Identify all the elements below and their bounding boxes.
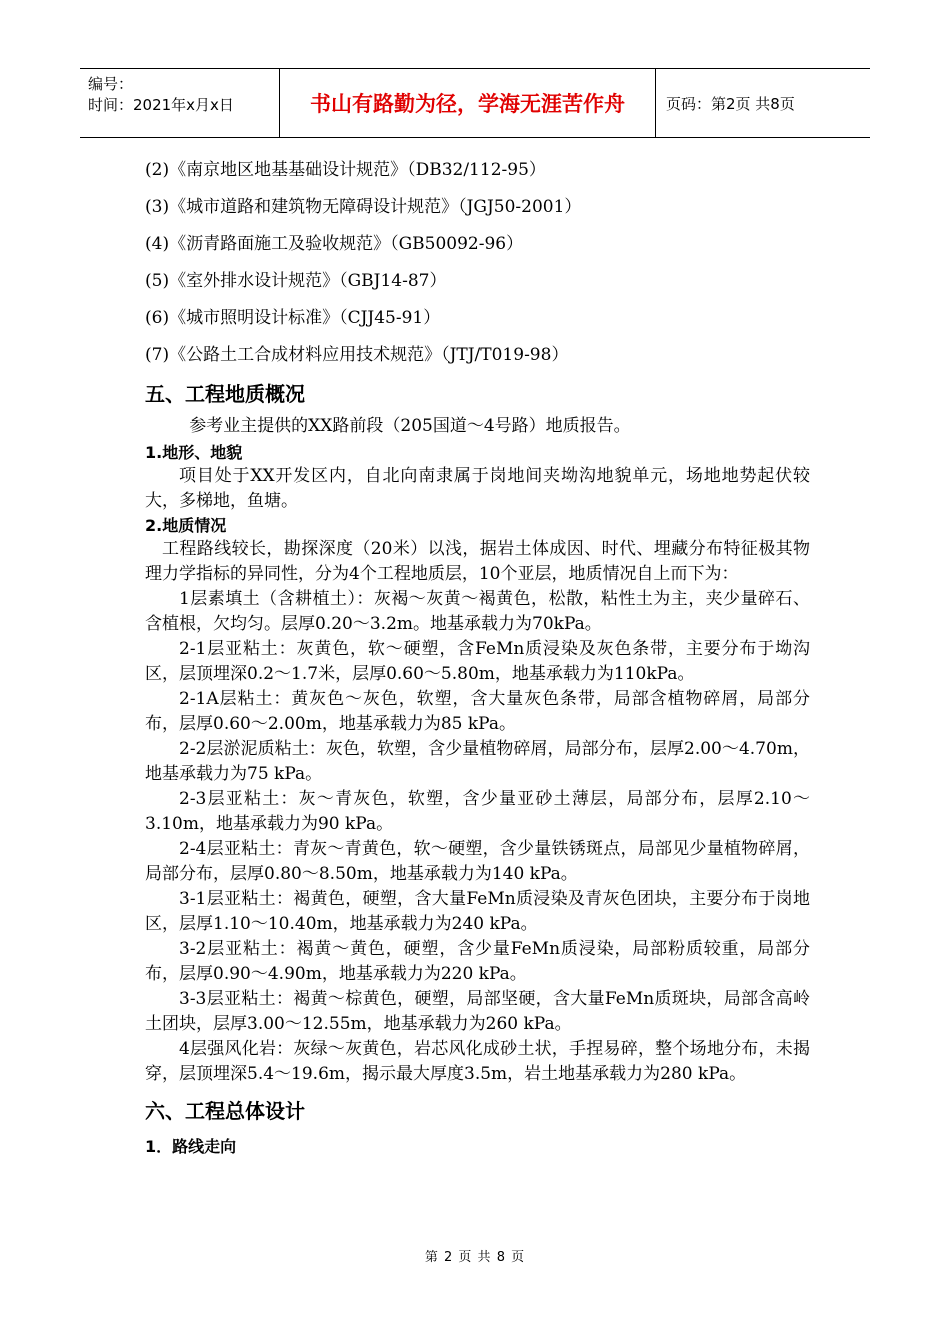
header-page-info: 页码：第2页 共8页 [666, 95, 795, 113]
geology-layer: 2-4层亚粘土：青灰～青黄色，软～硬塑，含少量铁锈斑点，局部见少量植物碎屑，局部分布，层厚0.80～8.50m，地基承载力为140 kPa。 [145, 839, 810, 884]
geology-layer: 3-3层亚粘土：褐黄～棕黄色，硬塑，局部坚硬，含大量FeMn质斑块，局部含高岭土团块，层厚3.00～12.55m，地基承载力为260 kPa。 [145, 989, 810, 1034]
paragraph: 项目处于XX开发区内，自北向南隶属于岗地间夹坳沟地貌单元，场地地势起伏较大，多梯地，鱼塘。 [145, 466, 810, 511]
geology-layer: 3-2层亚粘土：褐黄～黄色，硬塑，含少量FeMn质浸染，局部粉质较重，局部分布，层厚0.90～4.90m，地基承载力为220 kPa。 [145, 939, 810, 984]
geology-layer: 2-3层亚粘土：灰～青灰色，软塑，含少量亚砂土薄层，局部分布，层厚2.10～3.10m，地基承载力为90 kPa。 [145, 789, 810, 834]
page-footer: 第 2 页 共 8 页 [424, 1250, 526, 1265]
geology-layer-list [145, 587, 810, 1087]
geology-layer: 3-1层亚粘土：褐黄色，硬塑，含大量FeMn质浸染及青灰色团块，主要分布于岗地区，层厚1.10～10.40m，地基承载力为240 kPa。 [145, 889, 810, 934]
header-meta [88, 74, 234, 116]
reference-list [145, 158, 810, 368]
geology-layer: 2-1层亚粘土：灰黄色，软～硬塑，含FeMn质浸染及灰色条带，主要分布于坳沟区，层顶埋深0.2～1.7米，层厚0.60～5.80m，地基承载力为110kPa。 [145, 639, 810, 684]
reference-item: (7)《公路土工合成材料应用技术规范》（JTJ/T019-98） [145, 345, 569, 365]
header-motto: 书山有路勤为径，学海无涯苦作舟 [310, 92, 625, 116]
document-body [145, 158, 810, 1158]
paragraph: 工程路线较长，勘探深度（20米）以浅，据岩土体成因、时代、埋藏分布特征极其物理力学指标的异同性，分为4个工程地质层，10个亚层，地质情况自上而下为： [145, 539, 810, 584]
geology-layer: 2-2层淤泥质粘土：灰色，软塑，含少量植物碎屑，局部分布，层厚2.00～4.70m，地基承载力为75 kPa。 [145, 739, 810, 784]
section-intro: 参考业主提供的XX路前段（205国道～4号路）地质报告。 [189, 416, 631, 436]
reference-item: (2)《南京地区地基基础设计规范》（DB32/112-95） [145, 160, 546, 180]
subsection-heading: 1.地形、地貌 [145, 443, 243, 462]
subsection-heading: 1．路线走向 [145, 1137, 237, 1156]
section-heading: 五、工程地质概况 [145, 382, 305, 406]
geology-layer: 1层素填土（含耕植土）：灰褐～灰黄～褐黄色，松散，粘性土为主，夹少量碎石、含植根，欠均匀。层厚0.20～3.2m。地基承载力为70kPa。 [145, 589, 810, 634]
header-divider [655, 69, 656, 137]
header-date: 时间：2021年x月x日 [88, 96, 234, 114]
section-heading: 六、工程总体设计 [145, 1099, 305, 1123]
reference-item: (4)《沥青路面施工及验收规范》（GB50092-96） [145, 234, 524, 254]
reference-item: (5)《室外排水设计规范》（GBJ14-87） [145, 271, 447, 291]
geology-layer: 4层强风化岩：灰绿～灰黄色，岩芯风化成砂土状，手捏易碎，整个场地分布，未揭穿，层顶埋深5.4～19.6m，揭示最大厚度3.5m，岩土地基承载力为280 kPa。 [145, 1039, 810, 1084]
geology-layer: 2-1A层粘土：黄灰色～灰色，软塑，含大量灰色条带，局部含植物碎屑，局部分布，层厚0.60～2.00m，地基承载力为85 kPa。 [145, 689, 810, 734]
header-number: 编号： [88, 75, 134, 93]
reference-item: (3)《城市道路和建筑物无障碍设计规范》（JGJ50-2001） [145, 197, 582, 217]
reference-item: (6)《城市照明设计标准》（CJJ45-91） [145, 308, 441, 328]
page-header [80, 68, 870, 138]
subsection-heading: 2.地质情况 [145, 516, 227, 535]
